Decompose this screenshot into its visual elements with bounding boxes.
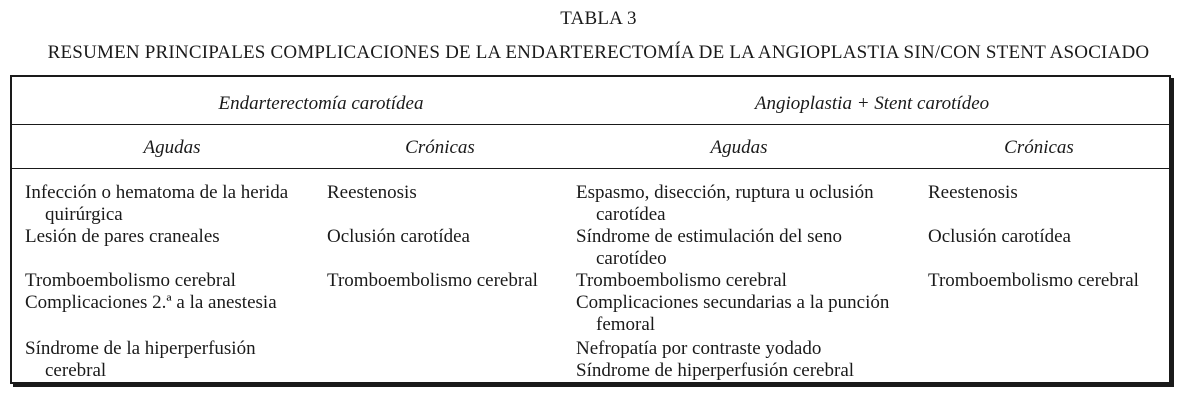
list-item: Oclusión carotídea	[327, 226, 470, 247]
subheader-end-cronicas: Crónicas	[405, 137, 475, 158]
list-item: Espasmo, disección, ruptura u oclusión carotídea	[576, 182, 874, 225]
list-item: Tromboembolismo cerebral	[327, 270, 538, 291]
table-label: TABLA 3	[560, 8, 637, 29]
list-item: Reestenosis	[327, 182, 417, 203]
list-item: Síndrome de estimulación del seno carotídeo	[576, 226, 842, 269]
list-item: Oclusión carotídea	[928, 226, 1071, 247]
list-item: Síndrome de hiperperfusión cerebral	[576, 360, 855, 381]
subheader-ang-cronicas: Crónicas	[1004, 137, 1074, 158]
subheader-end-agudas: Agudas	[143, 137, 201, 158]
complications-table	[10, 75, 1171, 384]
list-item: Complicaciones 2.ª a la anestesia	[25, 292, 277, 313]
group-header-angioplasty: Angioplastia + Stent carotídeo	[754, 93, 990, 114]
list-item: Complicaciones secundarias a la punción femoral	[576, 292, 890, 335]
list-item: Reestenosis	[928, 182, 1018, 203]
list-item: Nefropatía por contraste yodado	[576, 338, 822, 359]
list-item: Lesión de pares craneales	[25, 226, 220, 247]
group-header-endarterectomy: Endarterectomía carotídea	[218, 93, 424, 114]
subheader-divider	[12, 168, 1169, 169]
list-item: Tromboembolismo cerebral	[576, 270, 787, 291]
header-divider	[12, 124, 1169, 125]
list-item: Tromboembolismo cerebral	[25, 270, 236, 291]
list-item: Tromboembolismo cerebral	[928, 270, 1139, 291]
list-item: Síndrome de la hiperperfusión cerebral	[25, 338, 256, 381]
subheader-ang-agudas: Agudas	[710, 137, 768, 158]
list-item: Infección o hematoma de la herida quirúrgica	[25, 182, 289, 225]
table-title: RESUMEN PRINCIPALES COMPLICACIONES DE LA ENDARTERECTOMÍA DE LA ANGIOPLASTIA SIN/CON STENT ASOCIADO	[47, 42, 1150, 63]
